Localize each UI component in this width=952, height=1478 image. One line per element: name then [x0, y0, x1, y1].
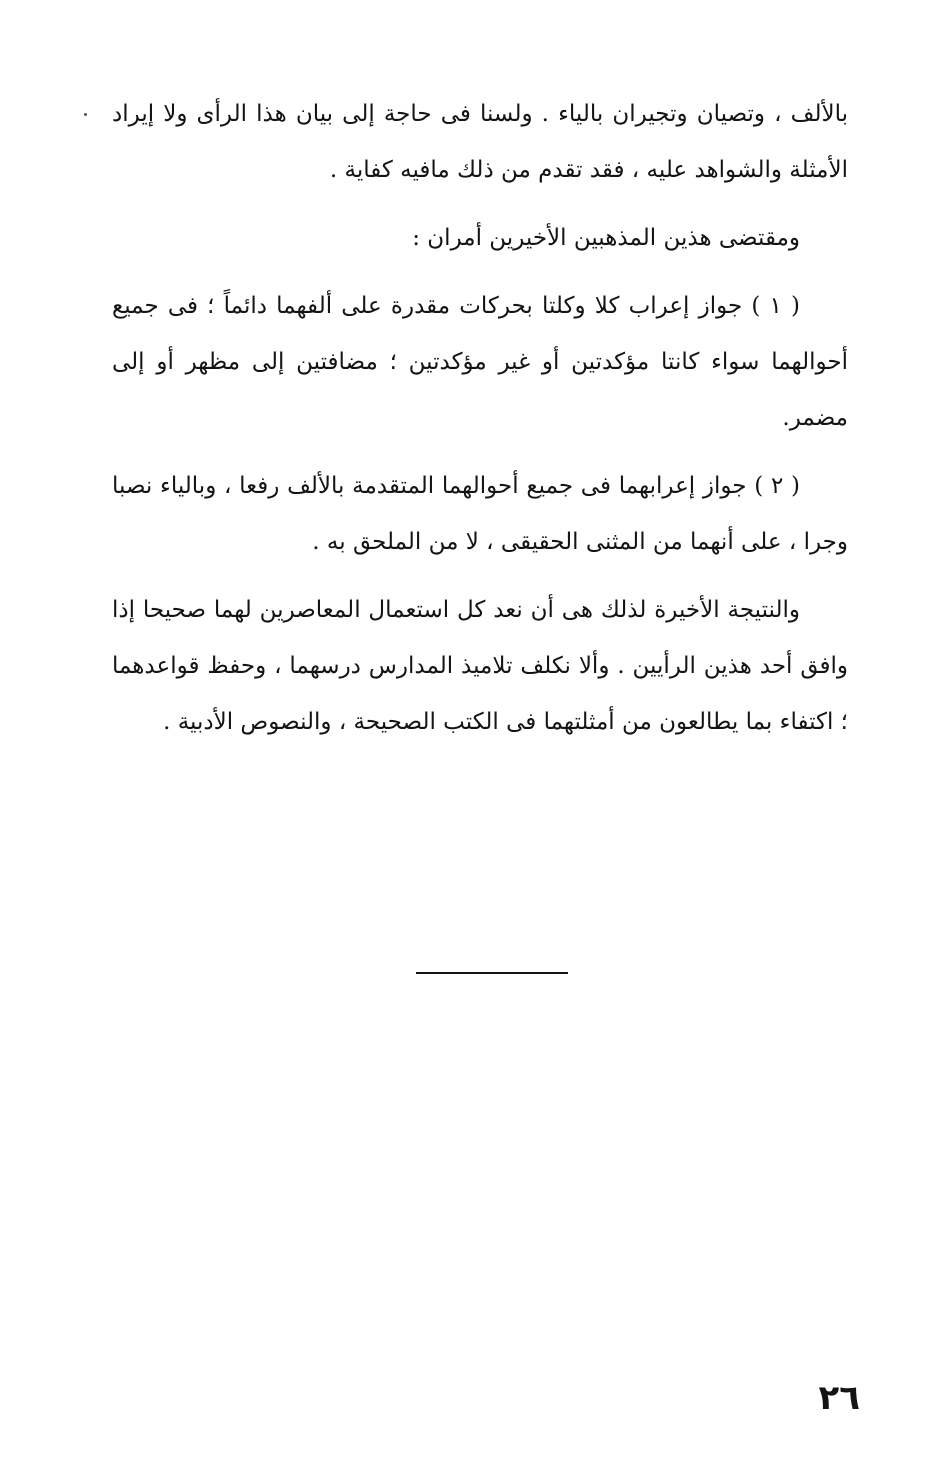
paragraph-conclusion: والنتيجة الأخيرة لذلك هى أن نعد كل استعمال المعاصرين لهما صحيحا إذا وافق أحد هذين الرأيين . وألا نكلف تلاميذ المدارس درسهما ، وحفظ قواعدهما ؛ اكتفاء بما يطالعون من أمثلتهما فى الكتب الصحيحة ، والنصوص الأدبية . — [112, 597, 848, 735]
paragraph-point-two: ( ٢ ) جواز إعرابهما فى جميع أحوالهما المتقدمة بالألف رفعا ، وبالياء نصبا وجرا ، على أنهما من المثنى الحقيقى ، لا من الملحق به . — [112, 473, 848, 555]
paragraph-point-one: ( ١ ) جواز إعراب كلا وكلتا بحركات مقدرة على ألفهما دائماً ؛ فى جميع أحوالهما سواء كانتا مؤكدتين أو غير مؤكدتين ؛ مضافتين إلى مظهر أو إلى مضمر. — [112, 293, 848, 431]
scan-speck — [84, 113, 87, 116]
page-number: ٢٦ — [818, 1378, 860, 1418]
paragraph-alif-ya: بالألف ، وتصيان وتجيران بالياء . ولسنا فى حاجة إلى بيان هذا الرأى ولا إيراد الأمثلة والشواهد عليه ، فقد تقدم من ذلك مافيه كفاية . — [112, 101, 848, 183]
body-text — [112, 86, 848, 750]
paragraph-consequences-intro: ومقتضى هذين المذهبين الأخيرين أمران : — [412, 225, 800, 251]
section-separator-line — [416, 972, 568, 974]
